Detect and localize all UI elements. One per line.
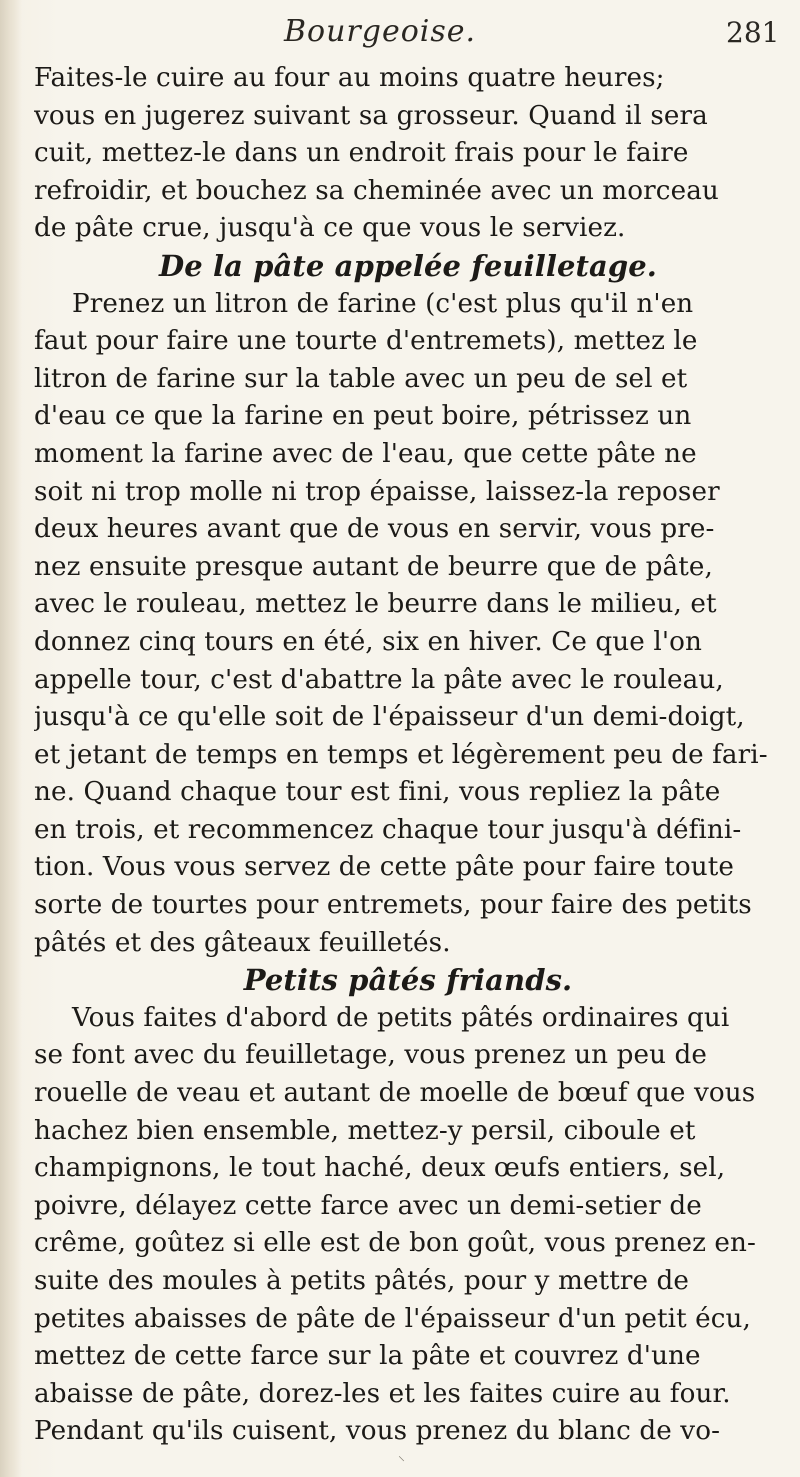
text-line: sorte de tourtes pour entremets, pour faire des petits [34, 890, 752, 921]
text-line: poivre, délayez cette farce avec un demi-setier de [34, 1190, 702, 1221]
text-line: faut pour faire une tourte d'entremets), mettez le [34, 326, 698, 357]
text-line: refroidir, et bouchez sa cheminée avec un morceau [34, 175, 719, 206]
text-line: cuit, mettez-le dans un endroit frais pour le faire [34, 138, 689, 169]
section-heading: De la pâte appelée feuilletage. [158, 248, 658, 283]
page-foot-mark: ⸌ [398, 1454, 405, 1470]
text-line: petites abaisses de pâte de l'épaisseur d'un petit écu, [34, 1303, 751, 1334]
text-line: litron de farine sur la table avec un peu de sel et [34, 363, 688, 394]
text-line: et jetant de temps en temps et légèrement peu de fari- [34, 739, 768, 770]
text-line: Pendant qu'ils cuisent, vous prenez du blanc de vo- [34, 1416, 721, 1447]
text-line: Faites-le cuire au four au moins quatre heures; [34, 63, 665, 93]
running-title: Bourgeoise. [284, 14, 477, 49]
text-line: avec le rouleau, mettez le beurre dans le milieu, et [34, 589, 717, 620]
text-line: suite des moules à petits pâtés, pour y mettre de [34, 1266, 690, 1296]
text-line: vous en jugerez suivant sa grosseur. Quand il sera [34, 100, 708, 131]
text-line: tion. Vous vous servez de cette pâte pour faire toute [34, 852, 735, 883]
text-line: champignons, le tout haché, deux œufs entiers, sel, [34, 1153, 726, 1184]
text-line: de pâte crue, jusqu'à ce que vous le serviez. [34, 213, 626, 244]
text-line: abaisse de pâte, dorez-les et les faites cuire au four. [34, 1378, 731, 1409]
text-line: ne. Quand chaque tour est fini, vous repliez la pâte [34, 777, 721, 808]
text-line: jusqu'à ce qu'elle soit de l'épaisseur d'un demi-doigt, [34, 702, 745, 733]
text-line: rouelle de veau et autant de moelle de bœuf que vous [34, 1078, 756, 1109]
text-line: crême, goûtez si elle est de bon goût, vous prenez en- [34, 1228, 756, 1259]
page-number: 281 [726, 16, 780, 49]
text-line: d'eau ce que la farine en peut boire, pétrissez un [34, 401, 692, 432]
text-line: deux heures avant que de vous en servir, vous pre- [34, 514, 715, 545]
text-line: se font avec du feuilletage, vous prenez un peu de [34, 1040, 708, 1071]
page-header [0, 14, 800, 58]
page-body [34, 60, 782, 1451]
text-line: mettez de cette farce sur la pâte et couvrez d'une [34, 1341, 701, 1372]
text-line: donnez cinq tours en été, six en hiver. Ce que l'on [34, 626, 702, 657]
text-line: soit ni trop molle ni trop épaisse, laissez-la reposer [34, 476, 720, 507]
text-line: pâtés et des gâteaux feuilletés. [34, 927, 451, 958]
text-line: moment la farine avec de l'eau, que cette pâte ne [34, 438, 697, 469]
text-line: Vous faites d'abord de petits pâtés ordinaires qui [72, 1002, 730, 1033]
text-line: nez ensuite presque autant de beurre que de pâte, [34, 551, 713, 582]
page-gutter [0, 0, 22, 1477]
text-line: Prenez un litron de farine (c'est plus qu'il n'en [72, 288, 694, 319]
text-line: hachez bien ensemble, mettez-y persil, ciboule et [34, 1115, 696, 1146]
text-line: appelle tour, c'est d'abattre la pâte avec le rouleau, [34, 664, 724, 695]
text-line: en trois, et recommencez chaque tour jusqu'à défini- [34, 814, 742, 845]
section-heading: Petits pâtés friands. [243, 963, 573, 998]
